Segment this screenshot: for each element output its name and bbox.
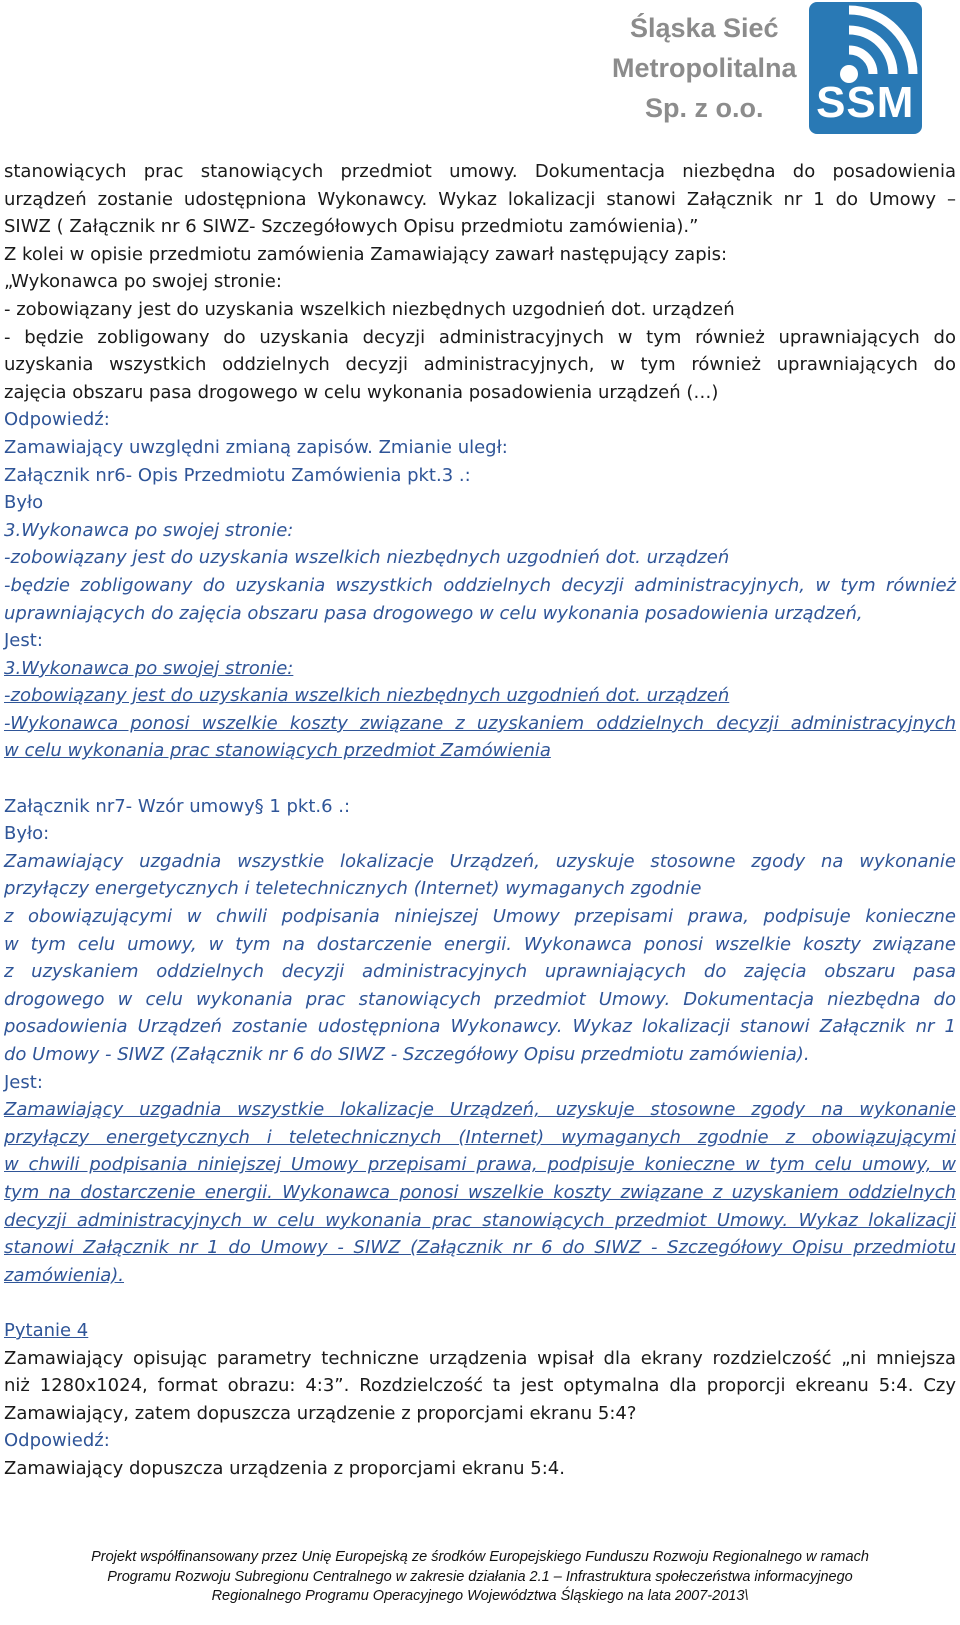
text-line: Zamawiający uzgadnia wszystkie lokalizacje Urządzeń, uzyskuje stosowne zgody na wykonanie <box>4 1099 956 1121</box>
text-line: -będzie zobligowany do uzyskania wszystkich oddzielnych decyzji administracyjnych, w tym również <box>4 574 956 596</box>
text-line: tym na dostarczenie energii. Wykonawca ponosi wszelkie koszty związane z uzyskaniem oddzielnych <box>4 1181 956 1203</box>
text-line: 3.Wykonawca po swojej stronie: <box>4 519 294 541</box>
text-line: zamówienia). <box>4 1264 125 1286</box>
text-line: uprawniających do zajęcia obszaru pasa drogowego w celu wykonania posadowienia urządzeń, <box>4 602 863 624</box>
text-line: uzyskania wszystkich oddzielnych decyzji administracyjnych, w tym również uprawniających do <box>4 354 956 376</box>
spacer <box>4 765 956 793</box>
text-line: Zamawiający, zatem dopuszcza urządzenie z proporcjami ekranu 5:4? <box>4 1402 637 1424</box>
text-line: Zamawiający opisując parametry techniczne urządzenia wpisał dla ekrany rozdzielczość „ni mniejsza <box>4 1347 956 1369</box>
page-footer <box>0 1548 960 1607</box>
section-label-jest: Jest: <box>4 1071 43 1093</box>
logo-badge <box>809 2 922 134</box>
logo-line-3: Sp. z o.o. <box>645 93 764 123</box>
section-label-bylo: Było <box>4 492 44 514</box>
text-line: stanowi Załącznik nr 1 do Umowy - SIWZ (Załącznik nr 6 do SIWZ - Szczegółowy Opisu przedmiotu <box>4 1237 956 1259</box>
text-line: niż 1280x1024, format obrazu: 4:3”. Rozdzielczość ta jest optymalna dla proporcji ekreanu 5:4. Czy <box>4 1375 956 1397</box>
answer-heading: Odpowiedź: <box>4 409 110 431</box>
text-line: stanowiących prac stanowiących przedmiot umowy. Dokumentacja niezbędna do posadowienia <box>4 161 956 182</box>
answer-heading: Odpowiedź: <box>4 1430 110 1452</box>
text-line: posadowienia Urządzeń zostanie udostępniona Wykonawcy. Wykaz lokalizacji stanowi Załącznik nr 1 <box>4 1016 956 1038</box>
text-line: w celu wykonania prac stanowiących przedmiot Zamówienia <box>4 740 551 762</box>
section-label-bylo: Było: <box>4 823 50 845</box>
footer-line: Projekt współfinansowany przez Unię Europejską ze środków Europejskiego Funduszu Rozwoju Regionalnego w ramach <box>91 1549 869 1565</box>
footer-line: Regionalnego Programu Operacyjnego Województwa Śląskiego na lata 2007-2013\ <box>211 1588 749 1604</box>
text-line: -zobowiązany jest do uzyskania wszelkich niezbędnych uzgodnień dot. urządzeń <box>4 685 730 707</box>
text-line: „Wykonawca po swojej stronie: <box>4 271 282 293</box>
text-line: -zobowiązany jest do uzyskania wszelkich niezbędnych uzgodnień dot. urządzeń <box>4 547 730 569</box>
text-line: - będzie zobligowany do uzyskania decyzji administracyjnych w tym również uprawniających do <box>4 326 956 348</box>
spacer <box>4 1289 956 1317</box>
text-line: Zamawiający uzgadnia wszystkie lokalizacje Urządzeń, uzyskuje stosowne zgody na wykonanie <box>4 850 956 872</box>
text-line: z obowiązującymi w chwili podpisania niniejszej Umowy przepisami prawa, podpisuje konieczne <box>4 906 956 928</box>
section-label-jest: Jest: <box>4 630 43 652</box>
text-line: urządzeń zostanie udostępniona Wykonawcy. Wykaz lokalizacji stanowi Załącznik nr 1 do Umowy – <box>4 188 956 210</box>
text-line: przyłączy energetycznych i teletechnicznych (Internet) wymaganych zgodnie z obowiązującymi <box>4 1126 956 1148</box>
text-line: -Wykonawca ponosi wszelkie koszty związane z uzyskaniem oddzielnych decyzji administracyjnych <box>4 712 956 734</box>
text-line: do Umowy - SIWZ (Załącznik nr 6 do SIWZ - Szczegółowy Opisu przedmiotu zamówienia). <box>4 1044 810 1065</box>
text-line: Załącznik nr6- Opis Przedmiotu Zamówienia pkt.3 .: <box>4 464 471 486</box>
text-line: SIWZ ( Załącznik nr 6 SIWZ- Szczegółowych Opisu przedmiotu zamówienia).” <box>4 216 699 238</box>
text-line: Z kolei w opisie przedmiotu zamówienia Zamawiający zawarł następujący zapis: <box>4 243 728 265</box>
text-line: decyzji administracyjnych w celu wykonania prac stanowiących przedmiot Umowy. Wykaz lokalizacji <box>4 1209 956 1231</box>
text-line: Zamawiający uwzględni zmianą zapisów. Zmianie uległ: <box>4 436 508 458</box>
text-line: Załącznik nr7- Wzór umowy§ 1 pkt.6 .: <box>4 795 351 817</box>
logo-text <box>612 8 797 128</box>
company-logo <box>612 2 922 134</box>
text-line: przyłączy energetycznych i teletechnicznych (Internet) wymaganych zgodnie <box>4 878 702 900</box>
document-body <box>4 158 956 1483</box>
logo-abbreviation: SSM <box>816 78 915 127</box>
logo-line-2: Metropolitalna <box>612 53 797 83</box>
question-heading: Pytanie 4 <box>4 1319 89 1341</box>
text-line: drogowego w celu wykonania prac stanowiących przedmiot Umowy. Dokumentacja niezbędna do <box>4 988 956 1010</box>
logo-line-1: Śląska Sieć <box>629 13 779 43</box>
text-line: zajęcia obszaru pasa drogowego w celu wykonania posadowienia urządzeń (…) <box>4 381 719 403</box>
text-line: - zobowiązany jest do uzyskania wszelkich niezbędnych uzgodnień dot. urządzeń <box>4 298 735 320</box>
text-line: 3.Wykonawca po swojej stronie: <box>4 657 294 679</box>
footer-line: Programu Rozwoju Subregionu Centralnego w zakresie działania 2.1 – Infrastruktura społeczeństwa informacyjnego <box>107 1568 853 1585</box>
text-line: Zamawiający dopuszcza urządzenia z proporcjami ekranu 5:4. <box>4 1457 565 1479</box>
text-line: w chwili podpisania niniejszej Umowy przepisami prawa, podpisuje konieczne w tym celu umowy, w <box>4 1154 956 1176</box>
text-line: z uzyskaniem oddzielnych decyzji administracyjnych uprawniających do zajęcia obszaru pasa <box>4 961 956 983</box>
text-line: w tym celu umowy, w tym na dostarczenie energii. Wykonawca ponosi wszelkie koszty związane <box>4 933 956 955</box>
